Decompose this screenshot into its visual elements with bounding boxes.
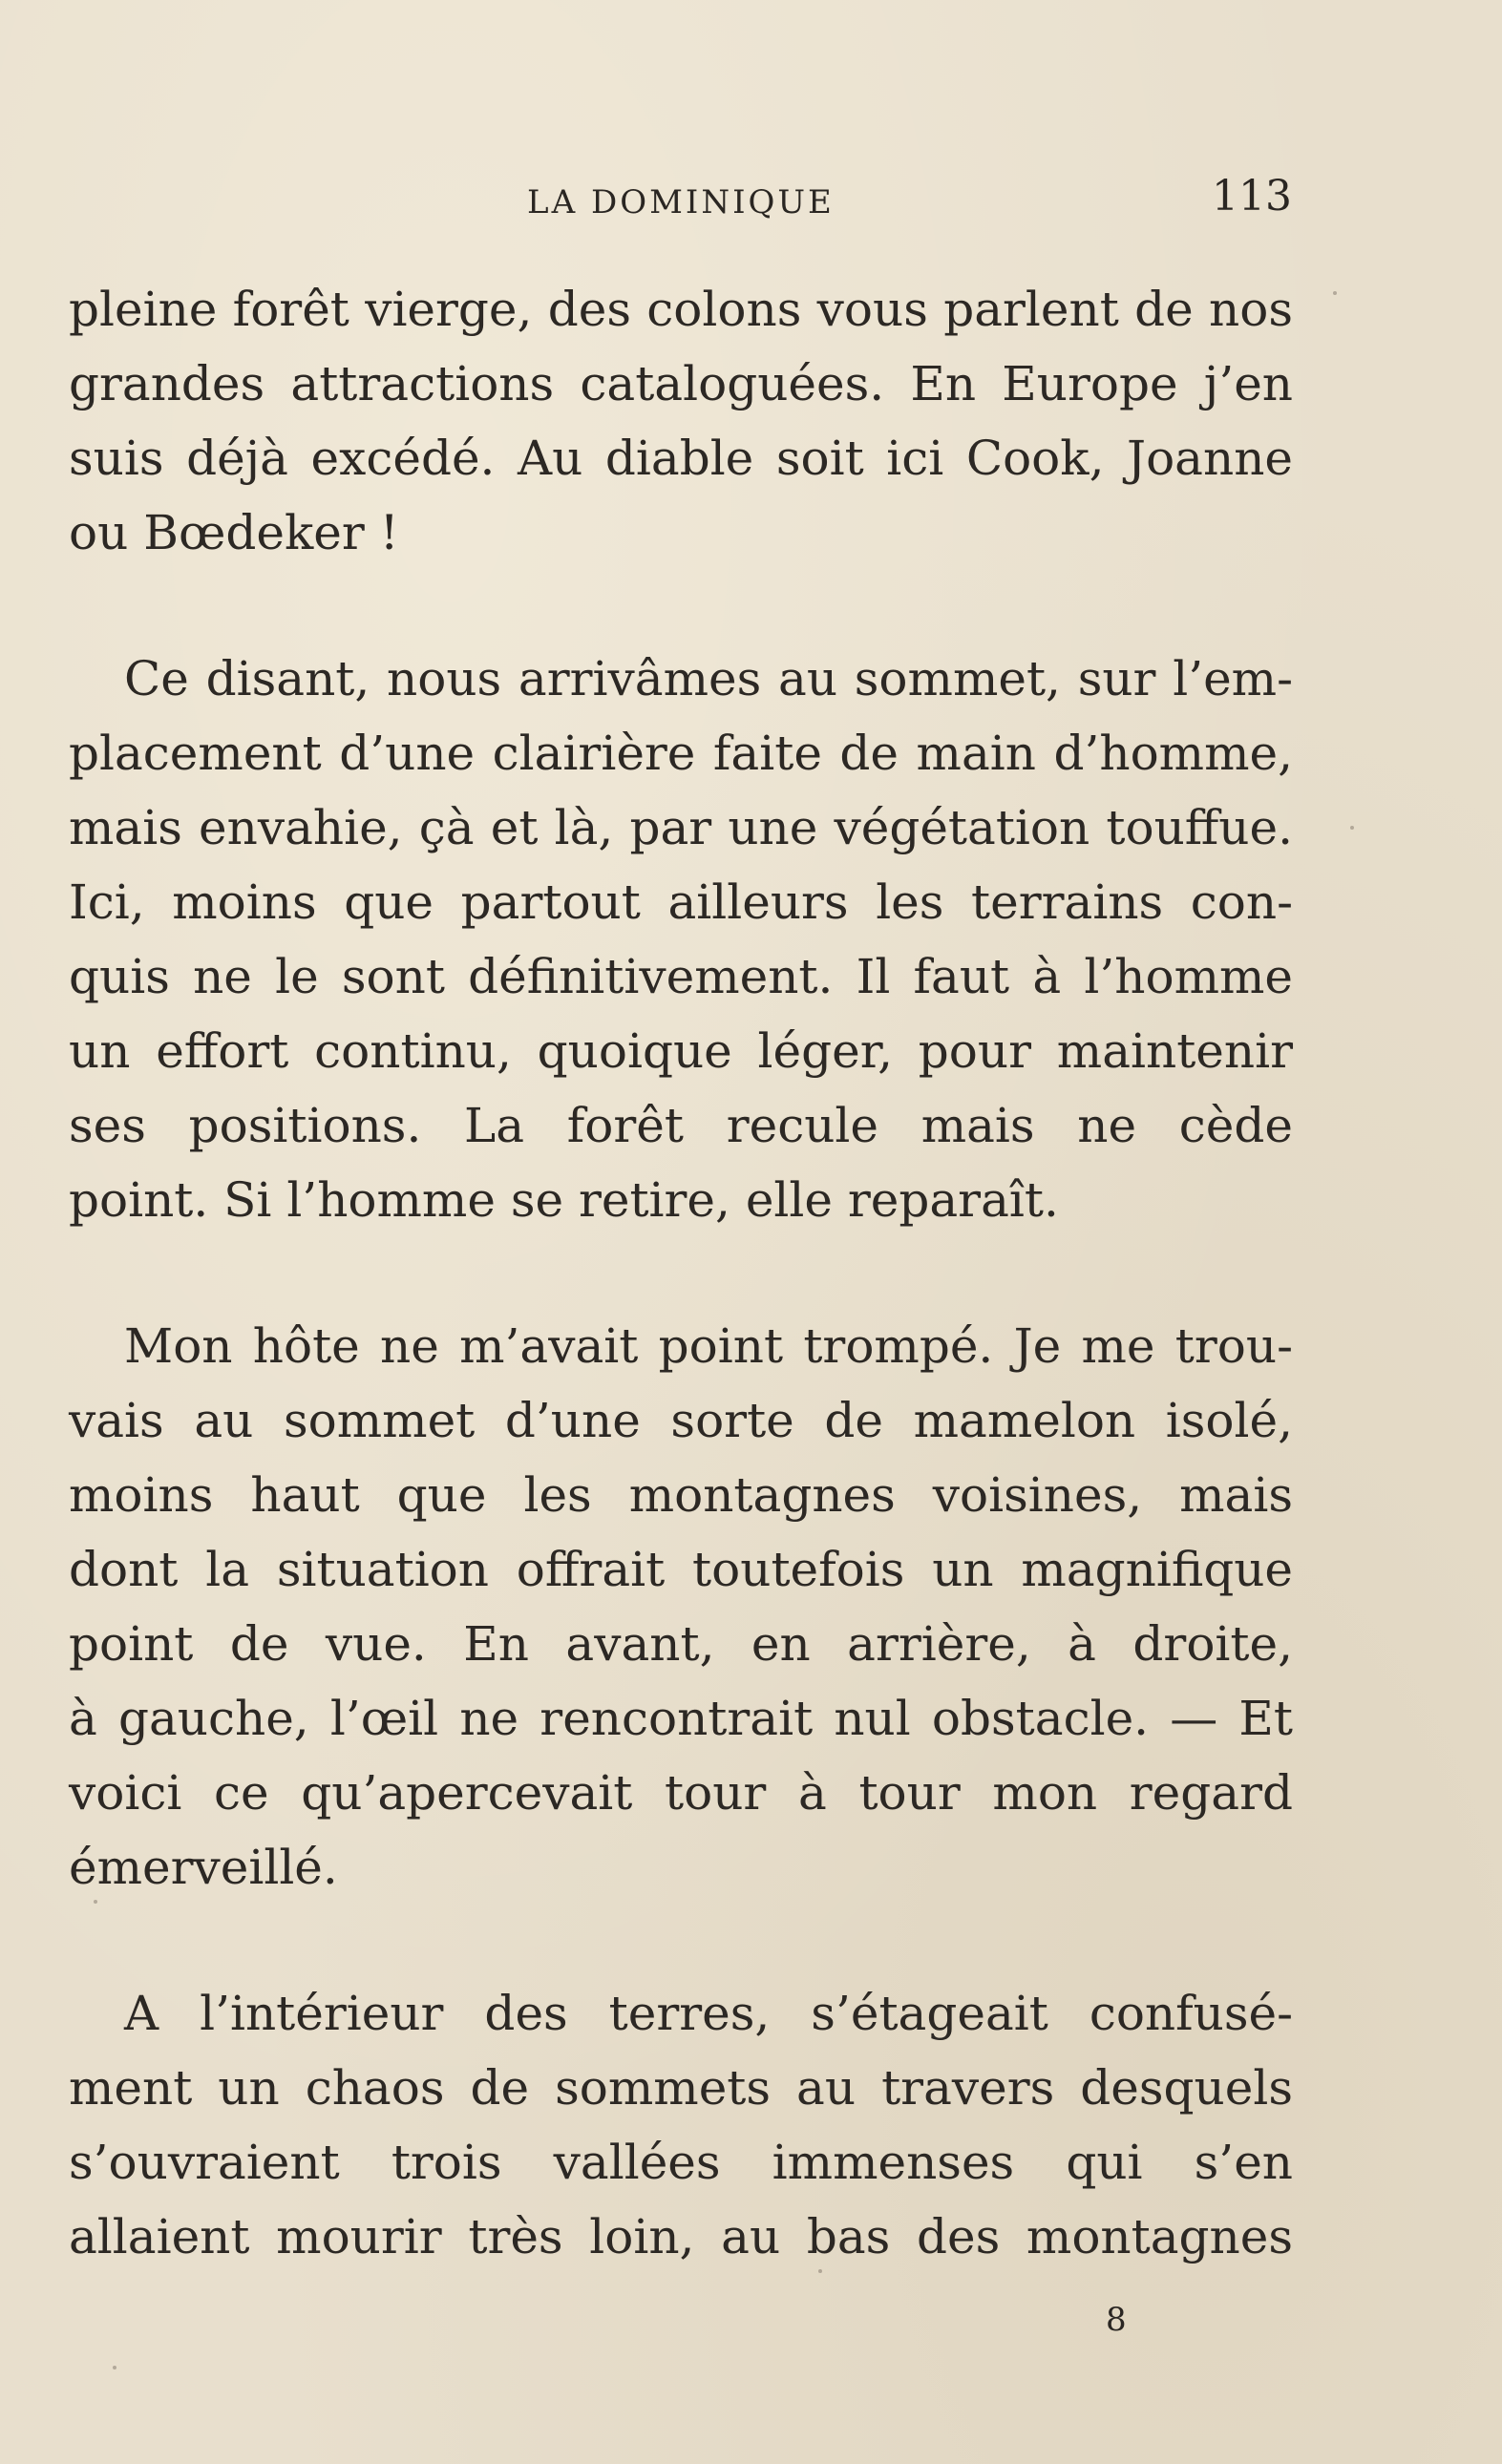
running-title: LA DOMINIQUE (527, 183, 835, 221)
text-line: à gauche, l’œil ne rencontrait nul obstacle. — Et (69, 1691, 1293, 1746)
text-line: grandes attractions cataloguées. En Europe j’en (69, 356, 1293, 411)
text-line: moins haut que les montagnes voisines, mais (69, 1467, 1293, 1523)
paper-speck (1333, 291, 1337, 295)
text-line: suis déjà excédé. Au diable soit ici Cook, Joanne (69, 431, 1293, 486)
text-line: placement d’une clairière faite de main d’homme, (69, 726, 1293, 781)
text-line: Mon hôte ne m’avait point trompé. Je me trou- (124, 1318, 1293, 1374)
text-line: point. Si l’homme se retire, elle reparaît. (69, 1172, 1059, 1228)
text-line: allaient mourir très loin, au bas des montagnes (69, 2209, 1293, 2264)
text-line: ses positions. La forêt recule mais ne cède (69, 1098, 1293, 1153)
page-number: 113 (1212, 172, 1292, 221)
text-line: quis ne le sont définitivement. Il faut à l’homme (69, 949, 1293, 1004)
text-line: émerveillé. (69, 1840, 338, 1895)
text-line: Ici, moins que partout ailleurs les terrains con- (69, 874, 1293, 930)
text-line: dont la situation offrait toutefois un magnifique (69, 1542, 1293, 1597)
text-line: A l’intérieur des terres, s’étageait confusé- (124, 1986, 1293, 2041)
text-line: pleine forêt vierge, des colons vous parlent de nos (69, 282, 1293, 337)
text-line: mais envahie, çà et là, par une végétation touffue. (69, 800, 1293, 855)
paragraph-gap (69, 1905, 1293, 1976)
signature-mark: 8 (1106, 2301, 1127, 2339)
paper-speck (818, 2269, 822, 2273)
paragraph-4 (69, 1976, 1293, 2274)
paragraph-gap (69, 570, 1293, 642)
paper-speck (113, 2366, 116, 2369)
paper-speck (1350, 826, 1354, 830)
text-line: vais au sommet d’une sorte de mamelon isolé, (69, 1393, 1293, 1448)
text-line: point de vue. En avant, en arrière, à droite, (69, 1616, 1293, 1672)
paragraph-1 (69, 272, 1293, 570)
paper-speck (94, 1900, 97, 1904)
text-line: ou Bœdeker ! (69, 505, 399, 560)
paragraph-2 (69, 642, 1293, 1237)
text-line: ment un chaos de sommets au travers desquels (69, 2060, 1293, 2116)
body-text (69, 272, 1293, 2274)
paragraph-3 (69, 1309, 1293, 1905)
text-line: voici ce qu’apercevait tour à tour mon regard (69, 1765, 1293, 1821)
text-line: Ce disant, nous arrivâmes au sommet, sur l’em- (124, 651, 1293, 706)
text-line: un effort continu, quoique léger, pour maintenir (69, 1023, 1293, 1079)
running-head (0, 172, 1502, 229)
text-line: s’ouvraient trois vallées immenses qui s’en (69, 2135, 1293, 2190)
paragraph-gap (69, 1237, 1293, 1309)
